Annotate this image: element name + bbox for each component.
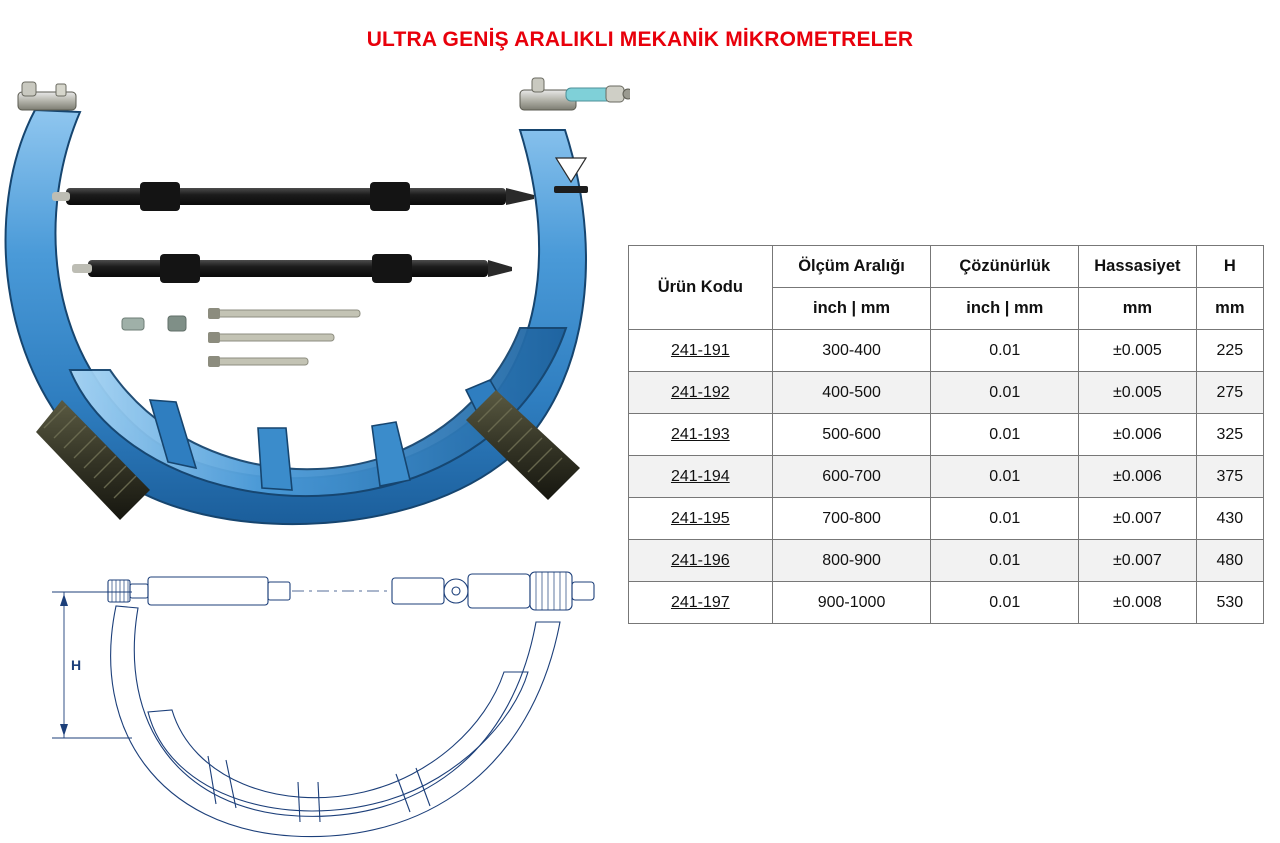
technical-drawing	[20, 560, 630, 843]
table-row	[629, 330, 1264, 372]
dimension-label-h: H	[70, 657, 82, 673]
cell-range: 400-500	[772, 372, 931, 414]
cell-height: 375	[1196, 456, 1263, 498]
cell-height: 275	[1196, 372, 1263, 414]
product-code-link[interactable]	[629, 456, 773, 498]
cell-resolution: 0.01	[931, 456, 1079, 498]
spec-table-body	[629, 330, 1264, 624]
table-row	[629, 456, 1264, 498]
page-title: ULTRA GENİŞ ARALIKLI MEKANİK MİKROMETRELER	[366, 28, 914, 51]
cell-resolution: 0.01	[931, 414, 1079, 456]
table-header-row	[629, 246, 1264, 288]
product-code-text[interactable]: 241-197	[670, 593, 730, 611]
cell-resolution: 0.01	[931, 372, 1079, 414]
table-row	[629, 540, 1264, 582]
cell-height: 225	[1196, 330, 1263, 372]
table-row	[629, 498, 1264, 540]
table-row	[629, 414, 1264, 456]
cell-accuracy: ±0.006	[1079, 456, 1197, 498]
spindle-assembly-right	[520, 78, 630, 110]
table-row	[629, 372, 1264, 414]
cell-accuracy: ±0.007	[1079, 540, 1197, 582]
subheader-hassasiyet: mm	[1079, 288, 1197, 330]
cell-height: 325	[1196, 414, 1263, 456]
product-code-text[interactable]: 241-196	[670, 551, 730, 569]
micrometer-photo-svg	[0, 70, 630, 570]
subheader-cozunurluk: inch | mm	[931, 288, 1079, 330]
technical-drawing-svg	[20, 560, 630, 843]
cell-range: 300-400	[772, 330, 931, 372]
product-code-link[interactable]	[629, 414, 773, 456]
product-code-link[interactable]	[629, 372, 773, 414]
cell-accuracy: ±0.005	[1079, 330, 1197, 372]
product-code-link[interactable]	[629, 582, 773, 624]
cell-accuracy: ±0.008	[1079, 582, 1197, 624]
cell-height: 530	[1196, 582, 1263, 624]
cell-range: 900-1000	[772, 582, 931, 624]
product-code-text[interactable]: 241-193	[670, 425, 730, 443]
cell-resolution: 0.01	[931, 498, 1079, 540]
header-h: H	[1196, 246, 1263, 288]
spec-table-container	[628, 245, 1264, 624]
cell-range: 600-700	[772, 456, 931, 498]
header-urun-kodu: Ürün Kodu	[629, 246, 773, 330]
product-code-link[interactable]	[629, 540, 773, 582]
cell-resolution: 0.01	[931, 582, 1079, 624]
product-code-link[interactable]	[629, 498, 773, 540]
product-code-text[interactable]: 241-191	[670, 341, 730, 359]
accessory-pins	[122, 308, 360, 367]
product-photo	[0, 70, 630, 570]
product-code-link[interactable]	[629, 330, 773, 372]
subheader-h: mm	[1196, 288, 1263, 330]
header-olcum-araligi: Ölçüm Aralığı	[772, 246, 931, 288]
cell-range: 500-600	[772, 414, 931, 456]
cell-height: 430	[1196, 498, 1263, 540]
cell-resolution: 0.01	[931, 540, 1079, 582]
table-row	[629, 582, 1264, 624]
header-hassasiyet: Hassasiyet	[1079, 246, 1197, 288]
product-code-text[interactable]: 241-195	[670, 509, 730, 527]
extension-rod-upper	[52, 182, 534, 211]
cell-height: 480	[1196, 540, 1263, 582]
spec-table	[628, 245, 1264, 624]
product-code-text[interactable]: 241-194	[670, 467, 730, 485]
cell-range: 800-900	[772, 540, 931, 582]
cell-accuracy: ±0.006	[1079, 414, 1197, 456]
cell-accuracy: ±0.005	[1079, 372, 1197, 414]
header-cozunurluk: Çözünürlük	[931, 246, 1079, 288]
product-code-text[interactable]: 241-192	[670, 383, 730, 401]
subheader-olcum-araligi: inch | mm	[772, 288, 931, 330]
cell-resolution: 0.01	[931, 330, 1079, 372]
extension-rod-lower	[72, 254, 512, 283]
cell-accuracy: ±0.007	[1079, 498, 1197, 540]
cell-range: 700-800	[772, 498, 931, 540]
anvil-head-left	[18, 82, 76, 110]
